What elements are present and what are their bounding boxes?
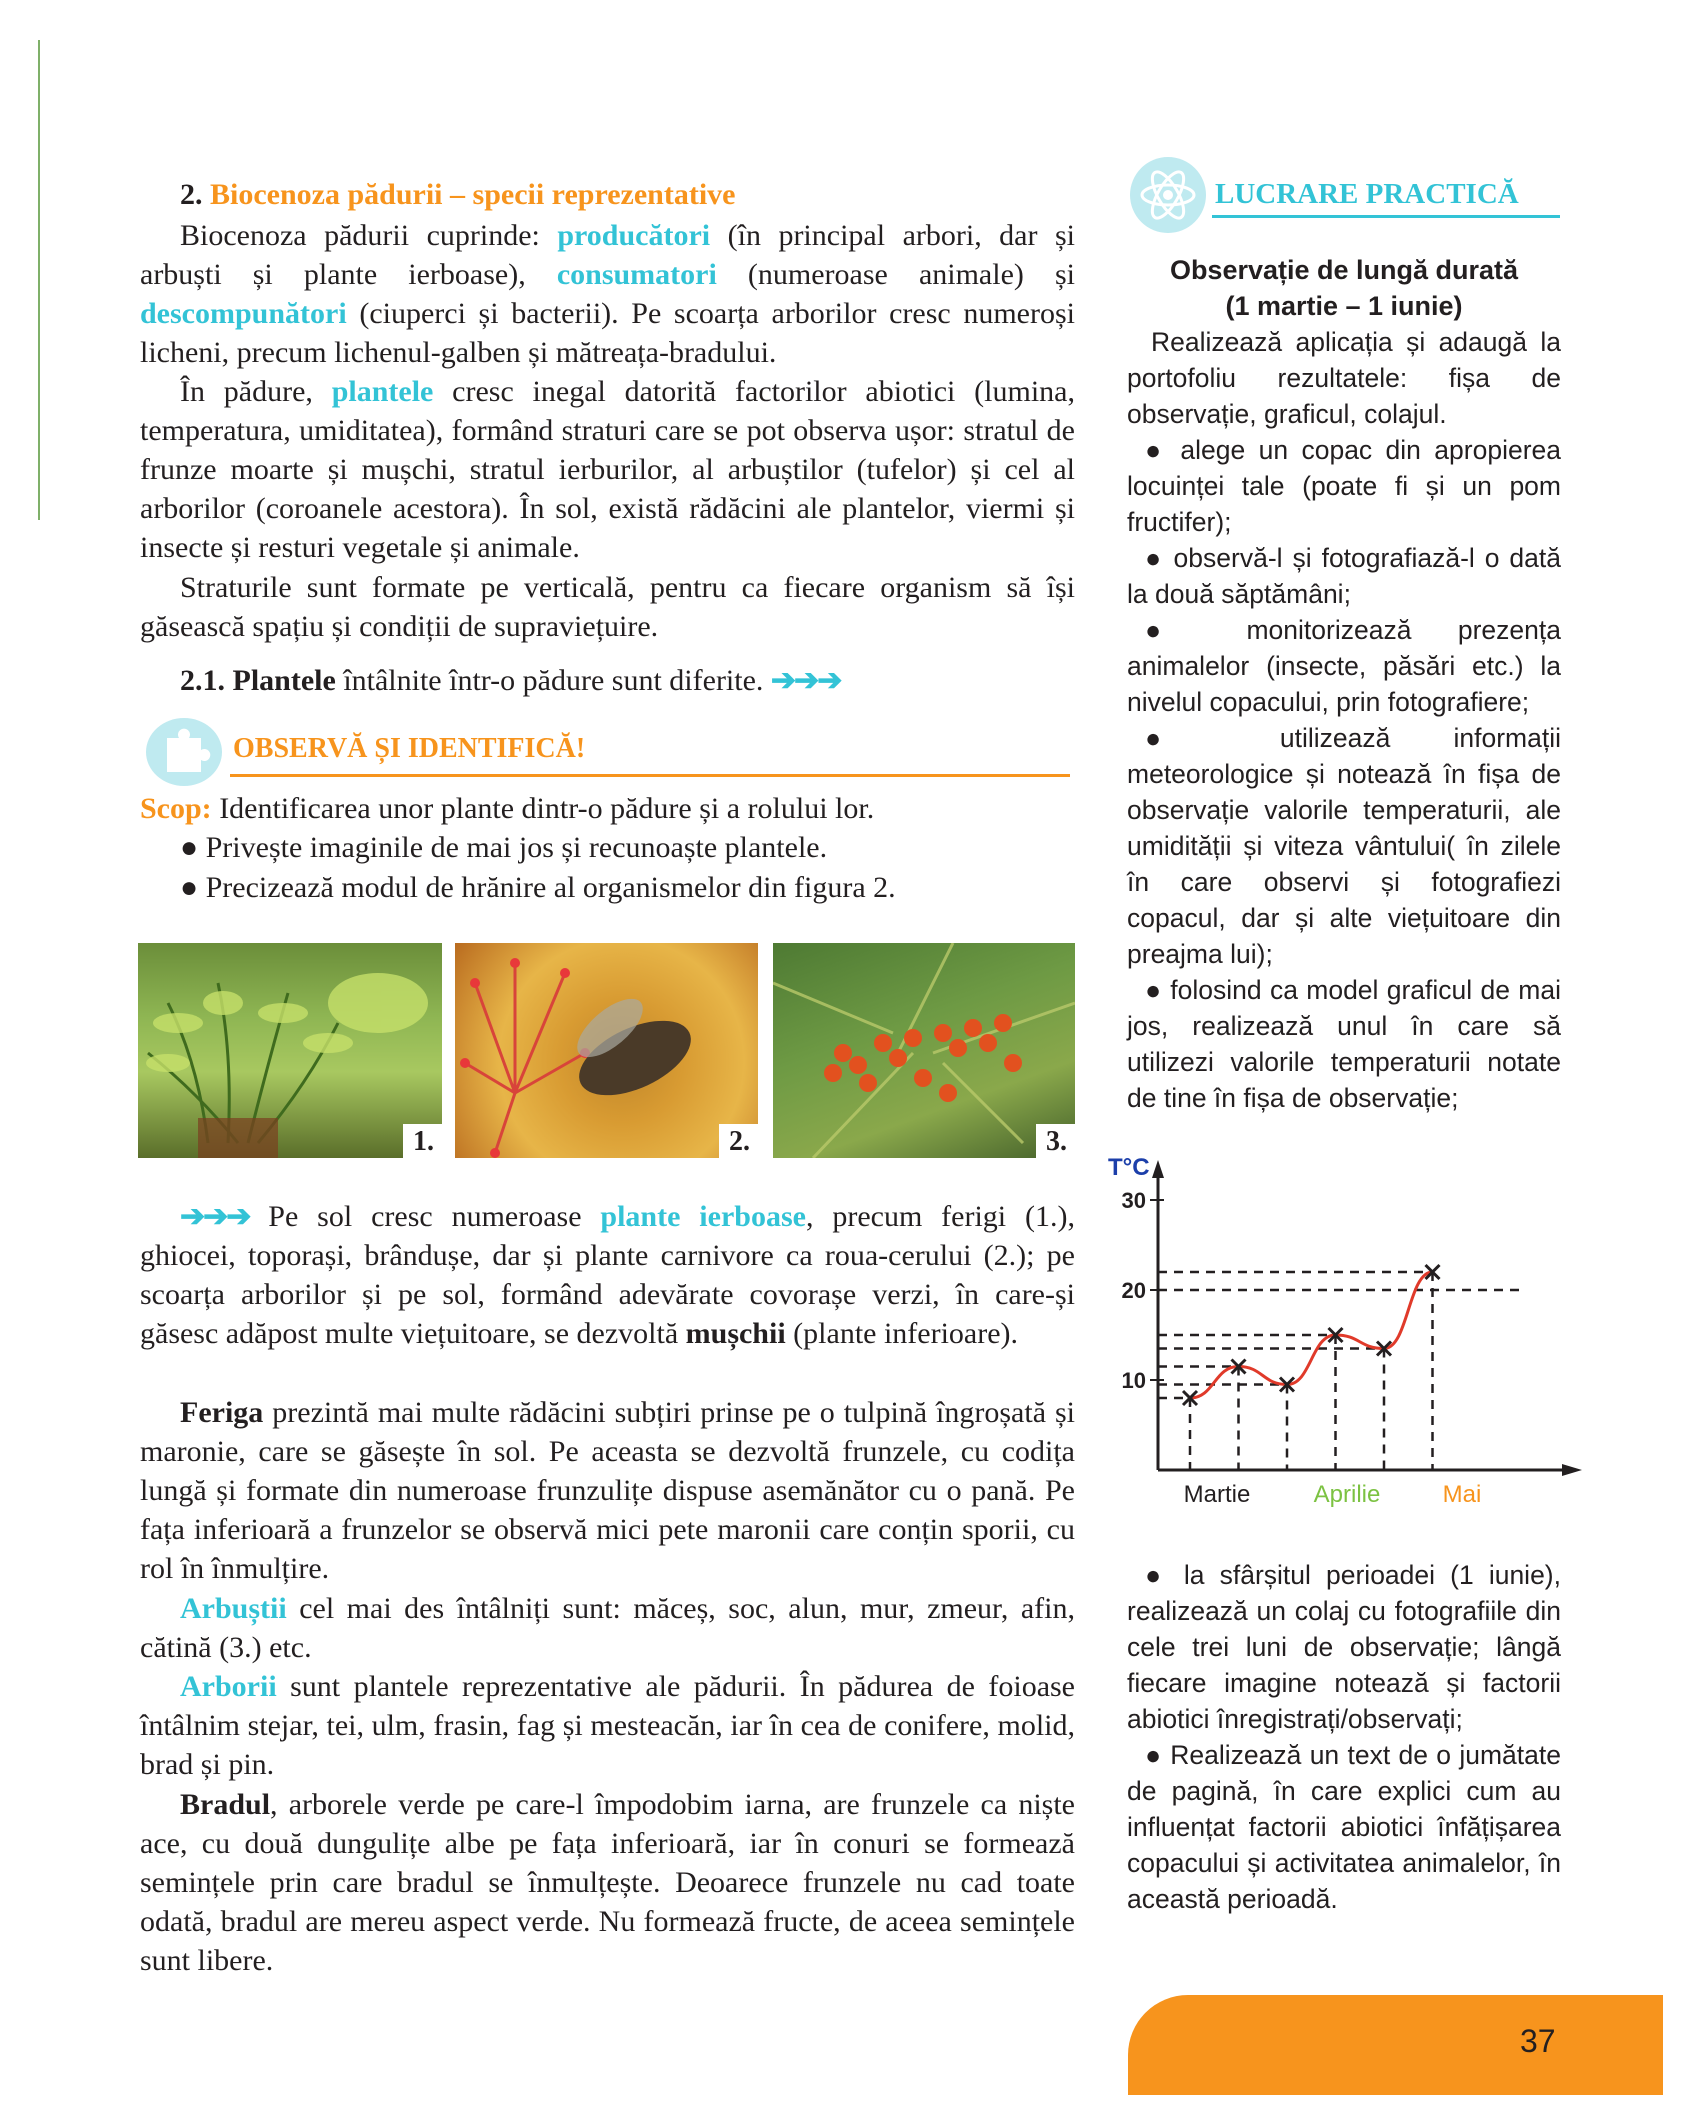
paragraph-biocenoza: Biocenoza pădurii cuprinde: producători (în principal arbori, dar și arbuști și plante ierboase), consumatori (numeroase animale) și descompunători (ciuperci și bacterii). Pe scoarța arborilor cresc numeroși licheni, precum lichenul-galben și mătreața-bradului. bbox=[140, 219, 1076, 369]
y-tick-label: 30 bbox=[1121, 1188, 1146, 1213]
lucrare-step: ● observă-l și fotografiază-l o dată la două săptămâni; bbox=[1127, 543, 1561, 609]
footer-bar bbox=[1128, 1995, 1663, 2095]
y-tick-label: 10 bbox=[1121, 1368, 1146, 1393]
photo-label: 3. bbox=[1036, 1124, 1075, 1158]
lucrare-step: ● alege un copac din apropierea locuinței tale (poate fi și un pom fructifer); bbox=[1127, 435, 1561, 537]
arrows-icon: ➔➔➔ bbox=[180, 1200, 250, 1233]
paragraph-verticala: Straturile sunt formate pe verticală, pentru ca fiecare organism să își găsească spațiu și condiții de supraviețuire. bbox=[140, 571, 1075, 643]
page-number: 37 bbox=[1520, 2023, 1556, 2059]
lucrare-step: ● la sfârșitul perioadei (1 iunie), realizează un colaj cu fotografiile din cele trei luni de observație; lângă fiecare imagine notează și factorii abiotici înregistrați/observați; bbox=[1127, 1560, 1561, 1734]
puzzle-icon bbox=[142, 710, 232, 790]
term-arbustii: Arbuștii bbox=[180, 1592, 287, 1625]
paragraph-bradul: Bradul, arborele verde pe care-l împodobim iarna, are frunzele ca niște ace, cu două dungulițe albe pe fața inferioară, iar în conuri se formează semințele prin care bradul se înmulțește. Deoarece frunzele nu cad toate odată, bradul are mereu aspect verde. Nu formează fructe, de aceea semințele sunt libere. bbox=[140, 1788, 1075, 1977]
x-axis-arrow bbox=[1562, 1464, 1582, 1476]
photo-fern bbox=[138, 943, 442, 1158]
observa-bullet: ● Precizează modul de hrănire al organismelor din figura 2. bbox=[180, 871, 896, 904]
scop-line: Scop: Identificarea unor plante dintr-o pădure și a rolului lor. bbox=[140, 792, 875, 825]
temperature-chart bbox=[1100, 1150, 1600, 1520]
lucrare-rule bbox=[1212, 215, 1560, 218]
paragraph-feriga: Feriga prezintă mai multe rădăcini subțiri prinse pe o tulpină îngroșată și maronie, care se găsește în sol. Pe aceasta se dezvoltă frunzele, cu codița lungă și formate din numeroase frunzulițe dispuse asemănător cu o pană. Pe fața inferioară a frunzelor se observă mici pete maronii care conțin sporii, cu rol în înmulțire. bbox=[140, 1396, 1075, 1585]
term-plantele: plantele bbox=[331, 375, 434, 408]
lucrare-step: ● folosind ca model graficul de mai jos, realizează unul în care să utilizezi valorile temperaturii notate de tine în fișa de observație; bbox=[1127, 975, 1561, 1113]
lucrare-intro: Realizează aplicația și adaugă la portofoliu rezultatele: fișa de observație, graficul, colajul. bbox=[1127, 327, 1561, 429]
observa-bullet: ● Privește imaginile de mai jos și recunoaște plantele. bbox=[180, 831, 828, 864]
x-axis-label: Martie bbox=[1183, 1481, 1251, 1508]
term-consumatori: consumatori bbox=[556, 258, 717, 291]
paragraph-arborii: Arborii sunt plantele reprezentative ale pădurii. În pădurea de foioase întâlnim stejar, tei, ulm, frasin, fag și mesteacăn, iar în cea de conifere, molid, brad și pin. bbox=[140, 1670, 1075, 1781]
section-2-title: 2. Biocenoza pădurii – specii reprezentative bbox=[180, 178, 736, 211]
subsection-2-1: 2.1. Plantele întâlnite într-o pădure sunt diferite. ➔➔➔ bbox=[180, 664, 841, 697]
photo-label: 2. bbox=[719, 1124, 758, 1158]
lucrare-steps bbox=[1127, 432, 1561, 1116]
lucrare-subtitle: Observație de lungă durată (1 martie – 1 iunie) bbox=[1169, 255, 1519, 321]
photo-sundew bbox=[455, 943, 758, 1158]
lucrare-step: ● Realizează un text de o jumătate de pagină, în care explici cum au influențat factorii abiotici înfățișarea copacului și activitatea animalelor, în această perioadă. bbox=[1127, 1740, 1561, 1914]
x-axis-label: Aprilie bbox=[1313, 1481, 1381, 1508]
term-plante-ierboase: plante ierboase bbox=[600, 1200, 806, 1233]
x-axis-label: Mai bbox=[1442, 1481, 1482, 1508]
atom-icon bbox=[1128, 155, 1208, 235]
y-axis-arrow bbox=[1152, 1160, 1164, 1178]
term-arborii: Arborii bbox=[180, 1670, 277, 1703]
observa-title: OBSERVĂ ȘI IDENTIFICĂ! bbox=[233, 733, 586, 764]
lucrare-step: ● utilizează informații meteorologice și notează în fișa de observație valorile temperaturii, ale umidității și viteza vântului( în zilele în care observi și fotografiezi copacul, dar și alte viețuitoare din preajma lui); bbox=[1127, 723, 1561, 969]
term-descompunatori: descompunători bbox=[140, 297, 347, 330]
arrows-icon: ➔➔➔ bbox=[770, 664, 841, 697]
photo-label: 1. bbox=[403, 1124, 442, 1158]
lucrare-step: ● monitorizează prezența animalelor (insecte, păsări etc.) la nivelul copacului, prin fotografiere; bbox=[1127, 615, 1561, 717]
photo-sea-buckthorn bbox=[773, 943, 1075, 1158]
term-producatori: producători bbox=[557, 219, 711, 252]
y-axis-label: T°C bbox=[1108, 1154, 1150, 1181]
paragraph-plante-ierboase: ➔➔➔ Pe sol cresc numeroase plante ierboase, precum ferigi (1.), ghiocei, toporași, brândușe, dar și plante carnivore ca roua-cerului (2.); pe scoarța arborilor și pe sol, formând adevărate covorașe verzi, în care-și găsesc adăpost multe viețuitoare, se dezvoltă mușchii (plante inferioare). bbox=[140, 1200, 1076, 1350]
paragraph-arbustii: Arbuștii cel mai des întâlniți sunt: măceș, soc, alun, mur, zmeur, afin, cătină (3.) etc. bbox=[140, 1592, 1075, 1664]
lucrare-final-steps bbox=[1127, 1557, 1561, 1917]
y-tick-label: 20 bbox=[1121, 1278, 1146, 1303]
margin-line bbox=[38, 40, 40, 520]
observa-rule bbox=[230, 774, 1070, 777]
paragraph-straturi: În pădure, plantele cresc inegal datorită factorilor abiotici (lumina, temperatura, umiditatea), formând straturi care se pot observa ușor: stratul de frunze moarte și mușchi, stratul ierburilor, al arbuștilor (tufelor) și cel al arborilor (coroanele acestora). În sol, există rădăcini ale plantelor, viermi și insecte și resturi vegetale și animale. bbox=[140, 375, 1075, 564]
lucrare-practica-title: LUCRARE PRACTICĂ bbox=[1215, 178, 1519, 210]
